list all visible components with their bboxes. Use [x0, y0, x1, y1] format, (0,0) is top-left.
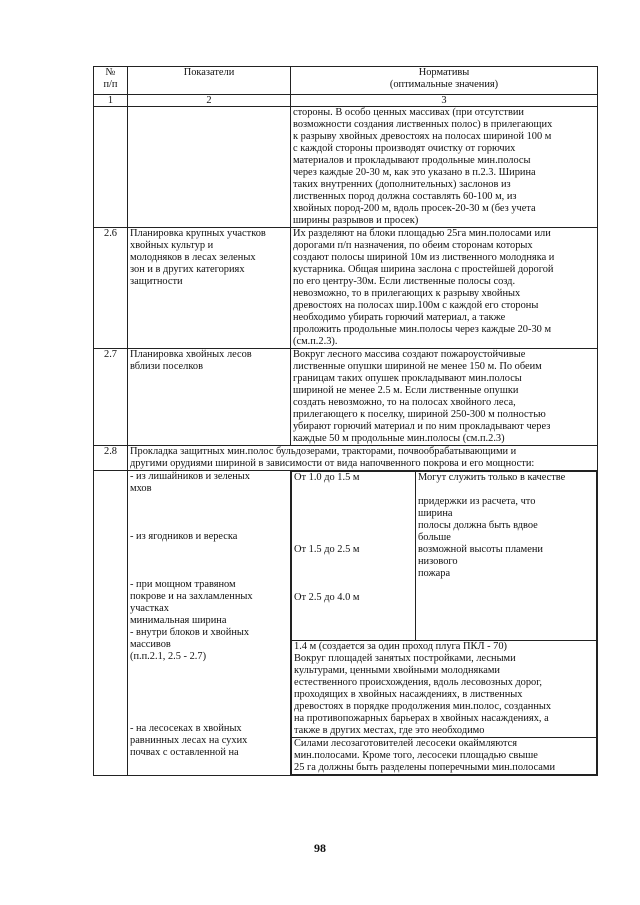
colnum-1: 1 — [94, 95, 128, 107]
table-row-2-8 — [94, 446, 598, 471]
header-number-cell: № п/п — [94, 67, 128, 95]
row-number: 2.8 — [94, 446, 128, 471]
colnum-3: 3 — [291, 95, 598, 107]
page-number: 98 — [314, 841, 326, 855]
table-row-subitems — [94, 471, 598, 776]
blocks-text: 1.4 м (создается за один проход плуга ПКЛ - 70) Вокруг площадей занятых постройками, лесными культурами, ценными хвойными молодняками естественного происхождения, вдоль лесовозных дорог, проходящих в хвойных насаждениях, в лиственных древостоях в порядке продолжения мин.полос, созданных на противопожарных барьерах в хвойных насаждениях, а также в других местах, где это необходимо — [292, 641, 597, 738]
row-norm: Их разделяют на блоки площадью 25га мин.полосами или дорогами п/п назначения, по обеим сторонам которых создают полосы шириной 10м из лиственного молодняка и кустарника. Общая ширина заслона с простейшей дорогой по его центру-30м. Если лиственные полосы созд. невозможно, то в прилегающих к разрыву хвойных древостоях на полосах шир.100м с каждой его стороны необходимо убирать горючий материал, а также проложить продольные мин.полосы через каждые 20-30 м (см.п.2.3). — [291, 228, 598, 349]
subitems-norms — [291, 471, 598, 776]
row-norm: Вокруг лесного массива создают пожароустойчивые лиственные опушки шириной не менее 150 м. По обеим границам таких опушек прокладывают мин.полосы шириной не менее 2.5 м. Если лиственные опушки создать невозможно, то на полосах хвойного леса, прилегающего к поселку, шириной 250-300 м полностью убирают горючий материал и по ним прокладывают через каждые 50 м продольные мин.полосы (см.п.2.3) — [291, 349, 598, 446]
continuation-text: стороны. В особо ценных массивах (при отсутствии возможности создания лиственных полос) в прилегающих к разрыву хвойных древостоях на полосах шириной 100 м с каждой стороны производят очистку от горючих материалов и прокладывают продольные мин.полосы через каждые 20-30 м, как это указано в п.2.3. Ширина таких внутренних (дополнительных) заслонов из лиственных пород должна составлять 60-100 м, из хвойных пород-200 м, вдоль просек-20-30 м (без учета ширины разрывов и просек) — [291, 107, 598, 228]
row-number: 2.6 — [94, 228, 128, 349]
table-header-row — [94, 67, 598, 95]
header-indicators-cell: Показатели — [128, 67, 291, 95]
row-wide-text: Прокладка защитных мин.полос бульдозерами, тракторами, почвообрабатывающими и другими орудиями шириной в зависимости от вида напочвенного покрова и его мощности: — [128, 446, 598, 471]
row-indicator: Планировка хвойных лесов вблизи поселков — [128, 349, 291, 446]
table-row-2-7 — [94, 349, 598, 446]
subitems-labels: - из лишайников и зеленых мхов - из ягодников и вереска - при мощном травяном покрове и на захламленных участках минимальная ширина - внутри блоков и хвойных массивов (п.п.2.1, 2.5 - 2.7) - на лесосеках в хвойных равнинных лесах на сухих почвах с оставленной на — [128, 471, 291, 776]
row-indicator: Планировка крупных участков хвойных культур и молодняков в лесах зеленых зон и в других категориях защитности — [128, 228, 291, 349]
table-row-2-6 — [94, 228, 598, 349]
norms-table — [93, 66, 598, 776]
table-row-continuation — [94, 107, 598, 228]
felling-text: Силами лесозаготовителей лесосеки окаймляются мин.полосами. Кроме того, лесосеки площадью свыше 25 га должны быть разделены поперечными мин.полосами — [292, 738, 597, 775]
note-column: Могут служить только в качестве придержки из расчета, что ширина полосы должна быть вдвое больше возможной высоты пламени низового пожара — [416, 472, 597, 641]
colnum-2: 2 — [128, 95, 291, 107]
ranges-column: От 1.0 до 1.5 м От 1.5 до 2.5 м От 2.5 до 4.0 м — [292, 472, 416, 641]
row-number: 2.7 — [94, 349, 128, 446]
column-numbers-row — [94, 95, 598, 107]
header-norms-cell: Нормативы (оптимальные значения) — [291, 67, 598, 95]
